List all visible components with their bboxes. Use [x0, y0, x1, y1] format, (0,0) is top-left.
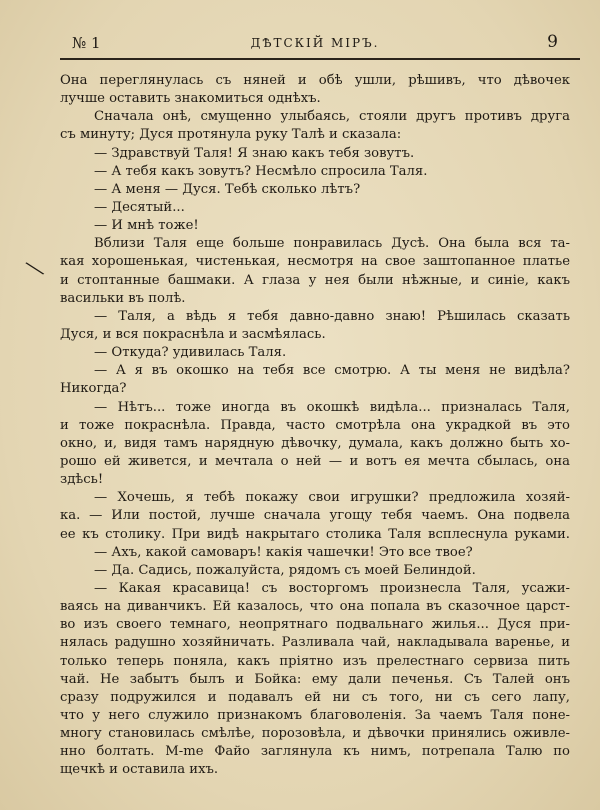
text-line: Она переглянулась съ няней и обѣ ушли, рѣшивъ, что дѣвочек — [60, 73, 570, 88]
text-line: ка. — Или постой, лучше сначала угощу тебя чаемъ. Она подвела — [60, 508, 570, 524]
text-line: нно болтать. М-me Файо заглянула къ нимъ, потрепала Талю по — [60, 744, 570, 760]
text-line: — Таля, а вѣдь я тебя давно-давно знаю! Рѣшилась сказать — [94, 308, 570, 324]
text-line: многу становилась смѣлѣе, порозовѣла, и дѣвочки принялись оживле- — [60, 726, 570, 742]
text-line: — Нѣтъ... тоже иногда въ окошкѣ видѣла... призналась Таля, — [94, 399, 570, 415]
text-line: рошо ей живется, и мечтала о ней — и вотъ ея мечта сбылась, она — [60, 453, 570, 469]
text-line: Никогда? — [60, 381, 127, 397]
text-line: Вблизи Таля еще больше понравилась Дусѣ. Она была вся та- — [94, 236, 570, 252]
text-line: — Хочешь, я тебѣ покажу свои игрушки? предложила хозяй- — [94, 490, 570, 506]
text-line: васильки въ полѣ. — [60, 290, 186, 306]
page-number: 9 — [547, 32, 558, 52]
text-line: — А я въ окошко на тебя все смотрю. А ты меня не видѣла? — [94, 363, 570, 379]
text-line: щечкѣ и оставила ихъ. — [60, 762, 219, 778]
text-line: ваясь на диванчикъ. Ей казалось, что она попала въ сказочное царст- — [60, 599, 570, 615]
text-line: ее къ столику. При видѣ накрытаго столика Таля всплеснула руками. — [60, 526, 570, 542]
text-line: — И мнѣ тоже! — [94, 218, 199, 234]
text-line: лучше оставить знакомиться однѣхъ. — [60, 91, 321, 107]
text-line: съ минуту; Дуся протянула руку Талѣ и сказала: — [60, 127, 402, 143]
text-line: Сначала онѣ, смущенно улыбаясь, стояли другъ противъ друга — [94, 109, 570, 125]
text-line: окно, и, видя тамъ нарядную дѣвочку, думала, какъ должно быть хо- — [60, 435, 570, 451]
text-line: — А тебя какъ зовутъ? Несмѣло спросила Таля. — [94, 163, 428, 179]
text-line: Дуся, и вся покраснѣла и засмѣялась. — [60, 326, 326, 342]
text-line: — Какая красавица! съ восторгомъ произнесла Таля, усажи- — [94, 580, 570, 596]
text-line: кая хорошенькая, чистенькая, несмотря на свое заштопанное платье — [60, 254, 570, 270]
issue-number: № 1 — [72, 34, 101, 52]
text-line: во изъ своего темнаго, неопрятнаго подвальнаго жилья... Дуся при- — [60, 617, 570, 633]
text-line: — Здравствуй Таля! Я знаю какъ тебя зовутъ. — [94, 145, 415, 161]
header-rule — [60, 58, 580, 60]
story-text — [60, 72, 570, 779]
text-line: что у него служило признакомъ благоволенія. За чаемъ Таля поне- — [60, 707, 570, 723]
text-line: — А меня — Дуся. Тебѣ сколько лѣтъ? — [94, 181, 361, 197]
text-line: и тоже покраснѣла. Правда, часто смотрѣла она украдкой въ это — [60, 417, 570, 433]
text-line: нялась радушно хозяйничать. Разливала чай, накладывала варенье, и — [60, 635, 570, 651]
text-line: — Откуда? удивилась Таля. — [94, 345, 287, 361]
text-line: сразу подружился и подавалъ ей ни съ того, ни съ сего лапу, — [60, 689, 570, 705]
text-line: чай. Не забытъ былъ и Бойка: ему дали печенья. Съ Талей онъ — [60, 671, 570, 687]
margin-mark: ╲ — [25, 257, 44, 280]
text-line: и стоптанные башмаки. А глаза у нея были нѣжные, и синіе, какъ — [60, 272, 570, 288]
text-line: — Ахъ, какой самоваръ! какія чашечки! Это все твое? — [94, 544, 473, 560]
journal-title: ДѢТСКІЙ МІРЪ. — [250, 36, 380, 50]
text-line: только теперь поняла, какъ пріятно изъ прелестнаго сервиза пить — [60, 653, 570, 669]
text-line: здѣсь! — [60, 472, 104, 488]
text-line: — Десятый... — [94, 199, 185, 215]
running-header — [72, 34, 558, 56]
text-line: — Да. Садись, пожалуйста, рядомъ съ моей Белиндой. — [94, 562, 476, 578]
